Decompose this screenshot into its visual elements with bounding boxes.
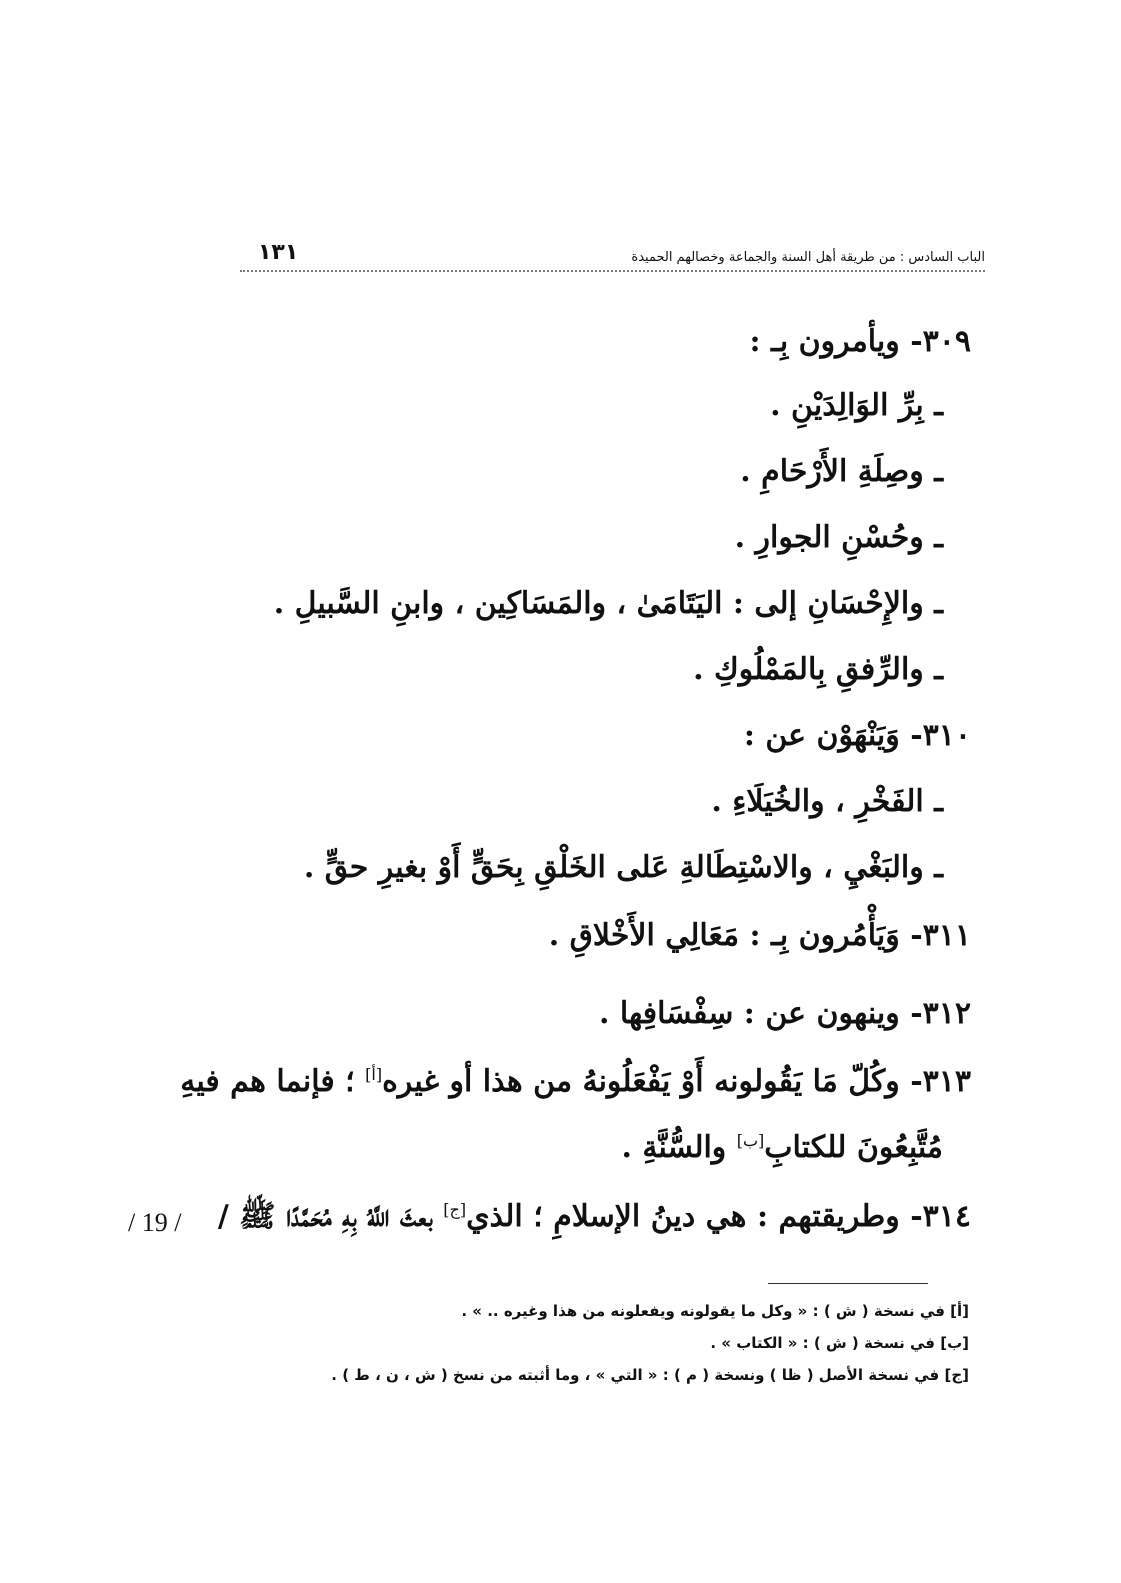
footnote-a: [أ] في نسخة ( ش ) : « وكل ما يقولونه ويفعلونه من هذا وغيره .. » .	[461, 1302, 969, 1320]
paragraph-313-text: ؛ فإنما هم فيهِ	[180, 1064, 366, 1099]
paragraph-310-item: ـ الفَخْرِ ، والخُيَلَاءِ .	[711, 784, 943, 819]
paragraph-309-item: ـ والرِّفقِ بِالمَمْلُوكِ .	[693, 652, 943, 687]
footnote-marker-b[interactable]: [ب]	[736, 1131, 765, 1150]
paragraph-309-item: ـ بِرِّ الوَالِدَيْنِ .	[770, 388, 943, 423]
running-header	[240, 236, 985, 272]
paragraph-312: ٣١٢- وينهون عن : سِفْسَافِها .	[598, 996, 971, 1031]
paragraph-313-text: مُتَّبِعُونَ للكتابِ	[764, 1130, 943, 1165]
footnote-marker-c[interactable]: [ج]	[443, 1200, 467, 1219]
paragraph-314-text: ٣١٤- وطريقتهم : هي دينُ الإسلامِ ؛ الذي	[466, 1199, 971, 1234]
paragraph-311: ٣١١- وَيَأْمُرون بِـ : مَعَالِي الأَخْلاقِ .	[548, 918, 971, 953]
paragraph-309-item: ـ والإِحْسَانِ إلى : اليَتَامَىٰ ، والمَسَاكِين ، وابنِ السَّبيلِ .	[273, 586, 943, 621]
header-divider	[240, 270, 985, 274]
paragraph-310-intro: ٣١٠- وَيَنْهَوْن عن :	[743, 718, 971, 753]
footnote-b: [ب] في نسخة ( ش ) : « الكتاب » .	[710, 1334, 969, 1352]
paragraph-313-line-2	[622, 1130, 943, 1165]
paragraph-313-line-1	[180, 1064, 971, 1099]
paragraph-309-item: ـ وصِلَةِ الأَرْحَامِ .	[740, 454, 943, 489]
paragraph-314	[218, 1198, 971, 1241]
page-number: ١٣١	[258, 240, 299, 265]
footnote-c: [ج] في نسخة الأصل ( ظا ) ونسخة ( م ) : « التي » ، وما أثبته من نسخ ( ش ، ن ، ط ) .	[331, 1366, 969, 1384]
chapter-title: الباب السادس : من طريقة أهل السنة والجماعة وخصالهم الحميدة	[631, 250, 985, 265]
footnote-marker-a[interactable]: [أ]	[365, 1065, 383, 1084]
paragraph-313-text: ٣١٣- وكُلّ مَا يَقُولونه أَوْ يَفْعَلُونهُ من هذا أو غيره	[382, 1064, 971, 1099]
paragraph-309-item: ـ وحُسْنِ الجوارِ .	[734, 520, 943, 555]
paragraph-313-text: والسُّنَّةِ .	[621, 1130, 737, 1165]
paragraph-310-item: ـ والبَغْيِ ، والاسْتِطَالةِ عَلى الخَلْقِ بِحَقٍّ أَوْ بغيرِ حقٍّ .	[303, 850, 943, 885]
manuscript-page-reference: / 19 /	[128, 1208, 182, 1237]
paragraph-314-text: بعثَ اللَّهُ بِهِ مُحَمَّدًا ﷺ /	[217, 1199, 444, 1234]
footnote-divider	[768, 1283, 928, 1284]
paragraph-309-intro: ٣٠٩- ويأمرون بِـ :	[749, 324, 971, 359]
